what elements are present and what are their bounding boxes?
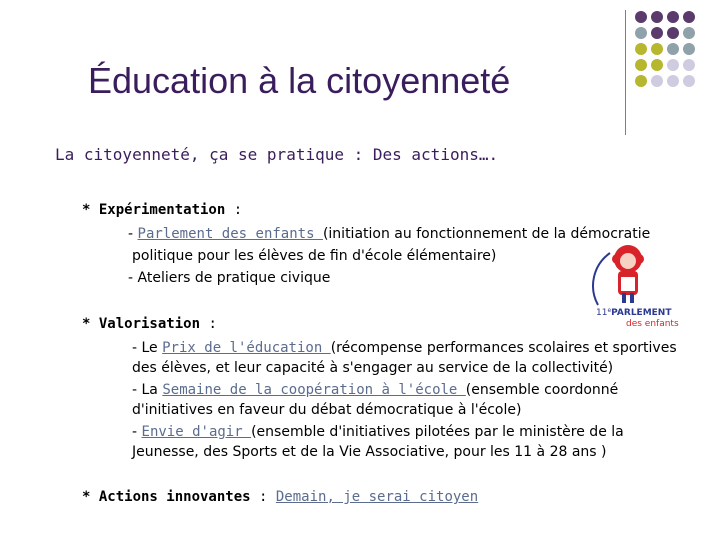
item-prefix: - La <box>132 382 163 398</box>
item-text: (ensemble coordonné <box>465 382 619 398</box>
item-continuation: politique pour les élèves de fin d'école élémentaire) <box>132 248 497 264</box>
item-continuation: Jeunesse, des Sports et de la Vie Associative, pour les 11 à 28 ans ) <box>132 444 607 460</box>
page-title: Éducation à la citoyenneté <box>88 60 511 101</box>
list-item <box>132 338 677 358</box>
section-valorisation <box>82 314 217 334</box>
link-envie-d-agir[interactable]: Envie d'agir <box>141 424 252 440</box>
subtitle: La citoyenneté, ça se pratique : Des actions…. <box>55 145 499 164</box>
decorative-dot <box>651 27 663 39</box>
logo-text: 11ePARLEMENT <box>596 307 672 318</box>
link-semaine-cooperation[interactable]: Semaine de la coopération à l'école <box>162 382 466 398</box>
item-prefix: - <box>132 424 142 440</box>
link-parlement-des-enfants[interactable]: Parlement des enfants <box>137 226 323 242</box>
decorative-dot <box>635 75 647 87</box>
separator: : <box>250 489 276 505</box>
decorative-dot <box>667 27 679 39</box>
section-actions-innovantes <box>82 487 478 507</box>
decorative-dot <box>635 59 647 71</box>
decorative-dot <box>651 43 663 55</box>
list-item <box>128 268 330 288</box>
decorative-dot <box>667 43 679 55</box>
decorative-dot <box>667 59 679 71</box>
child-figure-icon <box>612 245 644 303</box>
section-heading: * Actions innovantes <box>82 489 251 505</box>
separator: : <box>200 316 217 332</box>
decorative-dot <box>635 27 647 39</box>
list-item <box>132 380 618 400</box>
item-text: (initiation au fonctionnement de la démocratie <box>322 226 651 242</box>
decorative-dot <box>667 75 679 87</box>
decorative-dot <box>651 75 663 87</box>
decorative-dot <box>683 59 695 71</box>
item-text: (récompense performances scolaires et sportives <box>330 340 677 356</box>
decorative-dot <box>683 11 695 23</box>
decorative-dot <box>667 11 679 23</box>
list-item <box>128 224 650 244</box>
separator: : <box>225 202 243 218</box>
decorative-dot <box>651 59 663 71</box>
logo-subtext: des enfants <box>626 319 679 329</box>
link-demain-je-serai-citoyen[interactable]: Demain, je serai citoyen <box>275 489 479 505</box>
item-text: (ensemble d'initiatives pilotées par le ministère de la <box>251 424 624 440</box>
divider <box>625 10 626 135</box>
link-prix-education[interactable]: Prix de l'éducation <box>162 340 331 356</box>
section-experimentation <box>82 200 242 220</box>
decorative-dot <box>651 11 663 23</box>
decorative-dot <box>635 43 647 55</box>
parlement-des-enfants-logo <box>580 235 690 335</box>
item-continuation: d'initiatives en faveur du débat démocratique à l'école) <box>132 402 522 418</box>
item-prefix: - <box>128 226 138 242</box>
logo-arc <box>593 253 610 305</box>
item-continuation: des élèves, et leur capacité à s'engager au service de la collectivité) <box>132 360 614 376</box>
decorative-dot <box>683 75 695 87</box>
decorative-dot <box>683 27 695 39</box>
item-text: Ateliers de pratique civique <box>137 270 331 286</box>
item-prefix: - <box>128 270 138 286</box>
decorative-dot-grid <box>634 10 714 90</box>
section-heading: * Expérimentation <box>82 202 226 218</box>
item-prefix: - Le <box>132 340 163 356</box>
decorative-dot <box>635 11 647 23</box>
list-item <box>132 422 624 442</box>
section-heading: * Valorisation <box>82 316 201 332</box>
decorative-dot <box>683 43 695 55</box>
